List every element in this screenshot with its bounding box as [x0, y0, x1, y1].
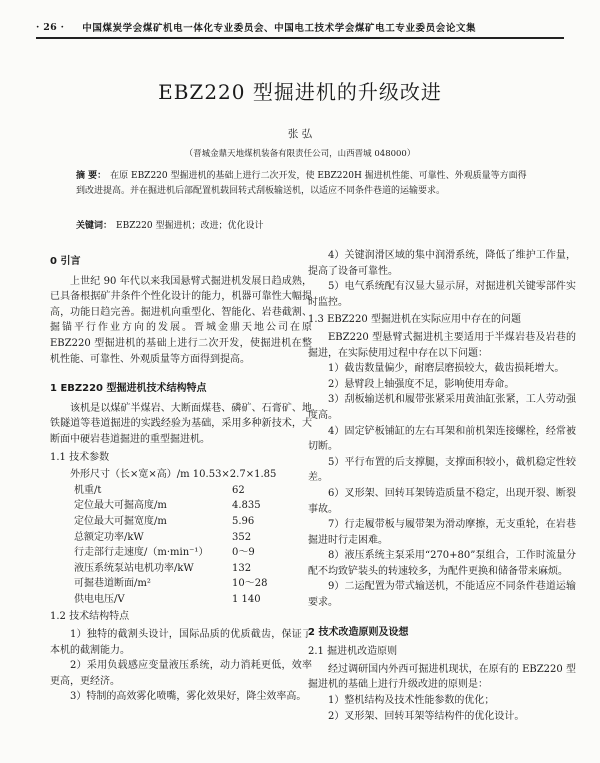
abstract [76, 169, 530, 198]
section-heading-2: 2 技术改造原则及设想 [308, 626, 409, 638]
dimension-value: 10.53×2.7×1.85 [192, 469, 277, 481]
header-rule [36, 37, 564, 39]
intro-paragraph: 上世纪 90 年代以来我国悬臂式掘进机发展日趋成熟，已具备根据矿井条件个性化设计的能力，机器可靠性大幅提高，功能日趋完善。掘进机向重型化、智能化、岩巷截割、掘锚平行作业方向的发展。晋城金鼎天地公司在原 EBZ220 型掘进机的基础上进行二次开发，使掘进机在整机性能、可靠性、外观质量等方面得到提高。 [50, 275, 312, 365]
keywords [76, 218, 530, 231]
param-value: 0～9 [232, 547, 255, 559]
abstract-text: 在原 EBZ220 型掘进机的基础上进行二次开发，使 EBZ220H 掘进机性能、可靠性、外观质量等方面得到改进提高。并在掘进机后部配置机载回转式刮板输送机，以适应不同条件巷道的运输要求。 [76, 171, 527, 196]
running-header [36, 17, 564, 37]
dimension-line [50, 467, 312, 483]
author: 张 弘 [287, 128, 313, 140]
param-value: 62 [232, 484, 245, 496]
param-value: 1 140 [232, 593, 261, 605]
problem-item: 1）截齿数量偏少，耐磨层磨损较大，截齿损耗增大。 [328, 363, 565, 375]
keywords-text: EBZ220 型掘进机；改进；优化设计 [116, 221, 264, 231]
problem-item: 9）二运配置为带式输送机，不能适应不同条件巷道运输要求。 [308, 581, 576, 609]
subsection-1-1: 1.1 技术参数 [50, 451, 110, 463]
problem-item: 5）平行布置的后支撑腿，支撑面积较小，截机稳定性较差。 [308, 456, 576, 484]
paper-title: EBZ220 型掘进机的升级改进 [158, 80, 442, 104]
param-value: 132 [232, 562, 252, 574]
subsection-1-3: 1.3 EBZ220 型掘进机在实际应用中存在的问题 [308, 314, 521, 326]
param-key: 定位最大可掘高度/m [74, 500, 167, 512]
feature-4: 4）关键润滑区域的集中润滑系统，降低了维护工作量，提高了设备可靠性。 [308, 250, 576, 277]
left-column [50, 248, 312, 705]
param-value: 5.96 [232, 515, 255, 527]
principle-2: 2）叉形架、回转耳架等结构件的优化设计。 [328, 710, 525, 722]
param-row [74, 576, 267, 592]
param-row [74, 545, 267, 561]
feature-2: 2）采用负载感应变量液压系统，动力消耗更低，效率更高，更经济。 [50, 660, 312, 687]
feature-5: 5）电气系统配有汉显大显示屏，对掘进机关键零部件实时监控。 [308, 281, 576, 308]
dimension-label: 外形尺寸（长×宽×高）/m [70, 469, 190, 481]
param-key: 供电电压/V [74, 593, 125, 605]
paragraph-2-1: 经过调研国内外西可掘进机现状，在原有的 EBZ220 型掘进机的基础上进行升级改进的原则是： [308, 663, 576, 691]
param-key: 可掘巷道断面/m² [74, 578, 151, 590]
problem-item: 2）悬臂段上轴强度不足，影响使用寿命。 [328, 378, 515, 390]
param-row [74, 483, 267, 499]
problem-item: 4）固定铲板铺缸的左右耳架和前机架连接螺栓，经常被切断。 [308, 425, 576, 453]
param-key: 液压系统泵站电机功率/kW [74, 562, 194, 574]
param-row [74, 498, 267, 514]
subsection-2-1: 2.1 掘进机改造原则 [308, 646, 398, 658]
problem-item: 7）行走履带板与履带架为滑动摩擦，无支重轮，在岩巷掘进时行走困难。 [308, 519, 576, 546]
param-row [74, 530, 267, 546]
problem-item: 3）刮板输送机和履带张紧采用黄油缸张紧，工人劳动强度高。 [308, 394, 576, 421]
journal-title: 中国煤炭学会煤矿机电一体化专业委员会、中国电工技术学会煤矿电工专业委员会论文集 [82, 23, 477, 34]
param-row [74, 561, 267, 577]
paragraph-1: 该机是以煤矿半煤岩、大断面煤巷、磷矿、石膏矿、地铁隧道等巷道掘进的实践经验为基础，采用多种新技术，大断面中硬岩巷道掘进的重型掘进机。 [50, 402, 312, 445]
param-value: 10～28 [232, 578, 268, 590]
param-row [74, 592, 267, 608]
problem-item: 8）液压系统主泵采用“270+80”泵组合，工作时流量分配不均致铲装头的转速较多，为配件更换和储备带来麻烦。 [308, 550, 576, 577]
feature-3: 3）特制的高效雾化喷嘴，雾化效果好，降尘效率高。 [70, 691, 307, 703]
subsection-1-2: 1.2 技术结构特点 [50, 611, 130, 623]
principle-1: 1）整机结构及技术性能参数的优化； [328, 695, 495, 707]
param-row [74, 514, 267, 530]
affiliation: （晋城金鼎天地煤机装备有限责任公司，山西晋城 048000） [184, 149, 416, 159]
param-table [74, 483, 267, 608]
param-value: 352 [232, 531, 252, 543]
problem-item: 6）叉形架、回转耳架铸造质量不稳定，出现开裂、断裂事故。 [308, 487, 576, 515]
param-key: 行走部行走速度/（m·min⁻¹） [74, 547, 209, 559]
param-key: 机重/t [74, 484, 102, 496]
page-number: · 26 · [36, 21, 65, 33]
paragraph-1-3: EBZ220 型悬臂式掘进机主要适用于半煤岩巷及岩巷的掘进，在实际使用过程中存在以下问题： [308, 331, 576, 359]
keywords-label: 关键词： [76, 221, 113, 231]
section-heading-1: 1 EBZ220 型掘进机技术结构特点 [50, 383, 207, 395]
feature-1: 1）独特的截割头设计，国际品质的优质截齿，保证了本机的截割能力。 [50, 629, 312, 656]
param-key: 总额定功率/kW [74, 531, 144, 543]
param-value: 4.835 [232, 500, 261, 512]
right-column [308, 248, 576, 724]
abstract-label: 摘 要： [76, 171, 107, 181]
section-heading-intro: 0 引言 [50, 256, 81, 267]
param-key: 定位最大可掘宽度/m [74, 515, 167, 527]
